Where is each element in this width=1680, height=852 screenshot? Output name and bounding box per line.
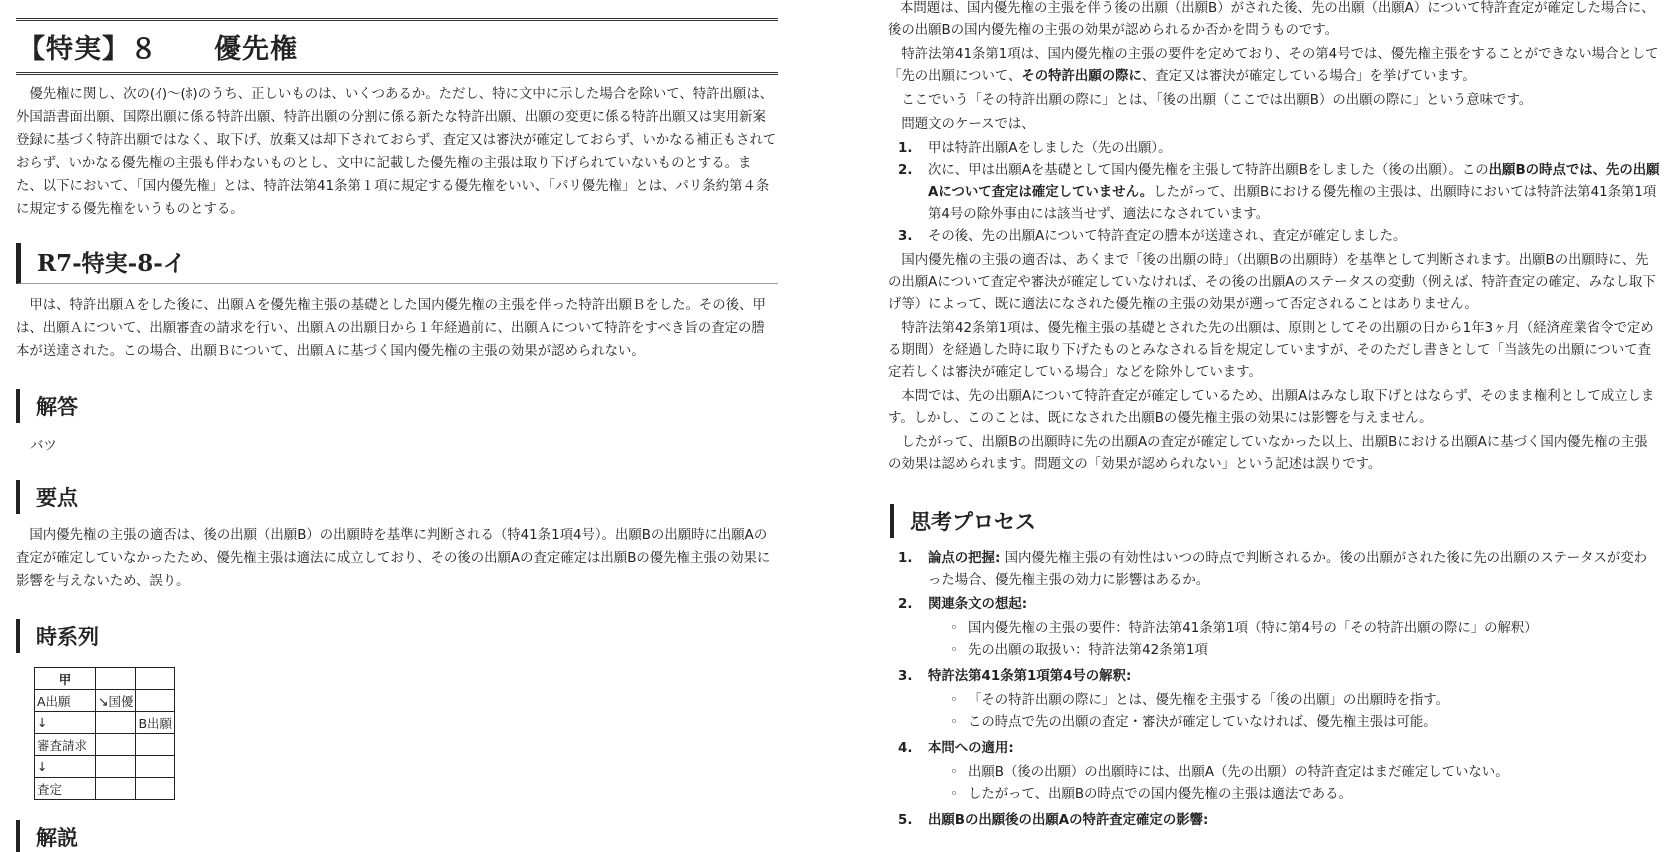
process-heading: 思考プロセス — [890, 504, 1660, 538]
timeline-cell: 審査請求 — [35, 734, 96, 756]
list-number: 3. — [898, 229, 913, 244]
timeline-cell — [136, 668, 175, 690]
process-step — [888, 548, 1660, 592]
list-text: その後、先の出願Aについて特許査定の謄本が送達され、査定が確定しました。 — [928, 229, 1407, 244]
timeline-cell: 査定 — [35, 778, 96, 800]
list-text: 甲は特許出願Aをしました（先の出願）。 — [928, 141, 1172, 156]
sub-item: ◦ 国内優先権の主張の要件：特許法第41条第1項（特に第4号の「その特許出願の際に」の解釈） — [966, 618, 1660, 640]
step-label: 論点の把握: — [928, 551, 1001, 566]
timeline-row — [35, 756, 175, 778]
sub-item: ◦ したがって、出願Bの時点での国内優先権の主張は適法である。 — [966, 784, 1660, 806]
intro-text: 優先権に関し、次の(ｲ)～(ﾎ)のうち、正しいものは、いくつあるか。ただし、特に文中に示した場合を除いて、特許出願は、外国語書面出願、国際出願に係る特許出願、特許出願の分割に係る新たな特許出願、出願の変更に係る特許出願又は実用新案登録に基づく特許出願ではなく、取下げ、放棄又は却下されておらず、査定又は審決が確定しておらず、いかなる補正もされておらず、いかなる優先権の主張も伴わないものとし、文中に記載した優先権の主張は取り下げられていないものとする。また、以下において、「国内優先権」とは、特許法第41条第１項に規定する優先権をいい、「パリ優先権」とは、パリ条約第４条に規定する優先権をいうものとする。 — [16, 87, 777, 217]
sub-item: ◦ 「その特許出願の際に」とは、優先権を主張する「後の出願」の出願時を指す。 — [966, 690, 1660, 712]
timeline-row — [35, 778, 175, 800]
timeline-cell — [96, 734, 136, 756]
list-text: 次に、甲は出願Aを基礎として国内優先権を主張して特許出願Bをしました（後の出願）。この — [928, 163, 1489, 178]
timeline-row — [35, 712, 175, 734]
timeline-cell — [96, 668, 136, 690]
list-item — [888, 160, 1660, 226]
sub-item: ◦ 出願B（後の出願）の出願時には、出願A（先の出願）の特許査定はまだ確定していない。 — [966, 762, 1660, 784]
explanation-paragraph: したがって、出願Bの出願時に先の出願Aの査定が確定していなかった以上、出願Bにおける出願Aに基づく国内優先権の主張の効果は認められます。問題文の「効果が認められない」という記述は誤りです。 — [888, 435, 1648, 472]
list-item — [888, 138, 1660, 160]
explanation-heading: 解説 — [16, 820, 778, 852]
timeline-cell: ↓ — [35, 712, 96, 734]
step-label: 本問への適用: — [928, 741, 1014, 756]
timeline-cell — [136, 690, 175, 712]
sub-item: ◦ 先の出願の取扱い：特許法第42条第1項 — [966, 640, 1660, 662]
timeline-cell — [136, 734, 175, 756]
page-title: 【特実】８ 優先権 — [18, 34, 298, 65]
list-number: 2. — [898, 163, 913, 178]
paragraph-text: 、査定又は審決が確定している場合」を挙げています。 — [1141, 69, 1476, 84]
timeline-cell — [96, 778, 136, 800]
process-step — [888, 810, 1660, 832]
timeline-header-cell: 甲 — [35, 668, 96, 690]
point-text: 国内優先権の主張の適否は、後の出願（出願B）の出願時を基準に判断される（特41条1項4号）。出願Bの出願時に出願Aの査定が確定していなかったため、優先権主張は適法に成立しており、その後の出願Aの査定確定は出願Bの優先権主張の効果に影響を与えないため、誤り。 — [16, 528, 771, 589]
point-heading: 要点 — [16, 480, 778, 514]
timeline-cell — [96, 756, 136, 778]
timeline-row — [35, 734, 175, 756]
process-steps — [888, 548, 1660, 832]
explanation-paragraph: 本問題は、国内優先権の主張を伴う後の出願（出願B）がされた後、先の出願（出願A）について特許査定が確定した場合に、後の出願Bの国内優先権の主張の効果が認められるか否かを問うものです。 — [888, 1, 1655, 38]
timeline-heading: 時系列 — [16, 619, 778, 653]
step-number: 2. — [898, 597, 913, 612]
step-sublist — [928, 618, 1660, 662]
title-box — [16, 18, 778, 75]
case-list — [888, 138, 1660, 248]
list-text: したがって、出願Bにおける優先権の主張は、出願時においては特許法第41条第1項第4号の除外事由には該当せず、適法になされています。 — [928, 185, 1657, 222]
paragraph-text: 特許法第41条第1項は、国内優先権の主張の要件を定めており、その第4号では、優先権主張をすることができない場合として「先の出願について、 — [888, 47, 1659, 84]
explanation-paragraph: 問題文のケースでは、 — [901, 117, 1035, 132]
timeline-row — [35, 690, 175, 712]
process-step — [888, 666, 1660, 734]
step-sublist — [928, 762, 1660, 806]
paragraph-emphasis: その特許出願の際に — [1021, 69, 1142, 84]
step-number: 4. — [898, 741, 913, 756]
question-heading: R7-特実-8-イ — [16, 243, 778, 284]
timeline-cell: ↘国優 — [96, 690, 136, 712]
step-number: 1. — [898, 551, 913, 566]
list-emphasis: 出願Bの時点では、先の出願Aについて査定は確定していません。 — [928, 163, 1660, 200]
timeline-cell: B出願 — [136, 712, 175, 734]
timeline-cell — [136, 756, 175, 778]
explanation-paragraph: ここでいう「その特許出願の際に」とは、「後の出願（ここでは出願B）の出願の際に」という意味です。 — [901, 93, 1533, 108]
step-number: 3. — [898, 669, 913, 684]
step-label: 出願Bの出願後の出願Aの特許査定確定の影響: — [928, 813, 1209, 828]
timeline-cell: A出願 — [35, 690, 96, 712]
timeline-table — [34, 667, 175, 800]
explanation-paragraph: 国内優先権の主張の適否は、あくまで「後の出願の時」（出願Bの出願時）を基準として判断されます。出願Bの出願時に、先の出願Aについて査定や審決が確定していなければ、その後の出願Aのステータスの変動（例えば、特許査定の確定、みなし取下げ等）によって、既に適法になされた優先権の主張の効果が遡って否定されることはありません。 — [888, 253, 1656, 312]
process-step — [888, 594, 1660, 662]
answer-text: バツ — [30, 439, 57, 454]
timeline-cell — [96, 712, 136, 734]
step-label: 関連条文の想起: — [928, 597, 1028, 612]
process-step — [888, 738, 1660, 806]
sub-item: ◦ この時点で先の出願の査定・審決が確定していなければ、優先権主張は可能。 — [966, 712, 1660, 734]
right-column — [888, 0, 1660, 852]
timeline-header-row — [35, 668, 175, 690]
step-number: 5. — [898, 813, 913, 828]
explanation-paragraph — [888, 44, 1660, 88]
explanation-paragraph: 本問では、先の出願Aについて特許査定が確定しているため、出願Aはみなし取下げとはならず、そのまま権利として成立します。しかし、このことは、既になされた出願Bの優先権主張の効果には影響を与えません。 — [888, 389, 1655, 426]
timeline-cell — [136, 778, 175, 800]
list-item — [888, 226, 1660, 248]
timeline-cell: ↓ — [35, 756, 96, 778]
list-number: 1. — [898, 141, 913, 156]
explanation-paragraph: 特許法第42条第1項は、優先権主張の基礎とされた先の出願は、原則としてその出願の日から1年3ヶ月（経済産業省令で定める期間）を経過した時に取り下げたものとみなされる旨を規定していますが、そのただし書きとして「当該先の出願について査定若しくは審決が確定している場合」などを除外しています。 — [888, 321, 1654, 380]
step-label: 特許法第41条第1項第4号の解釈: — [928, 669, 1132, 684]
step-text: 国内優先権主張の有効性はいつの時点で判断されるか。後の出願がされた後に先の出願のステータスが変わった場合、優先権主張の効力に影響はあるか。 — [928, 551, 1648, 588]
answer-heading: 解答 — [16, 389, 778, 423]
step-sublist — [928, 690, 1660, 734]
question-text: 甲は、特許出願Ａをした後に、出願Ａを優先権主張の基礎とした国内優先権の主張を伴った特許出願Ｂをした。その後、甲は、出願Ａについて、出願審査の請求を行い、出願Ａの出願日から１年経過前に、出願Ａについて特許をすべき旨の査定の謄本が送達された。この場合、出願Ｂについて、出願Ａに基づく国内優先権の主張の効果が認められない。 — [16, 298, 766, 359]
left-column — [16, 0, 778, 852]
